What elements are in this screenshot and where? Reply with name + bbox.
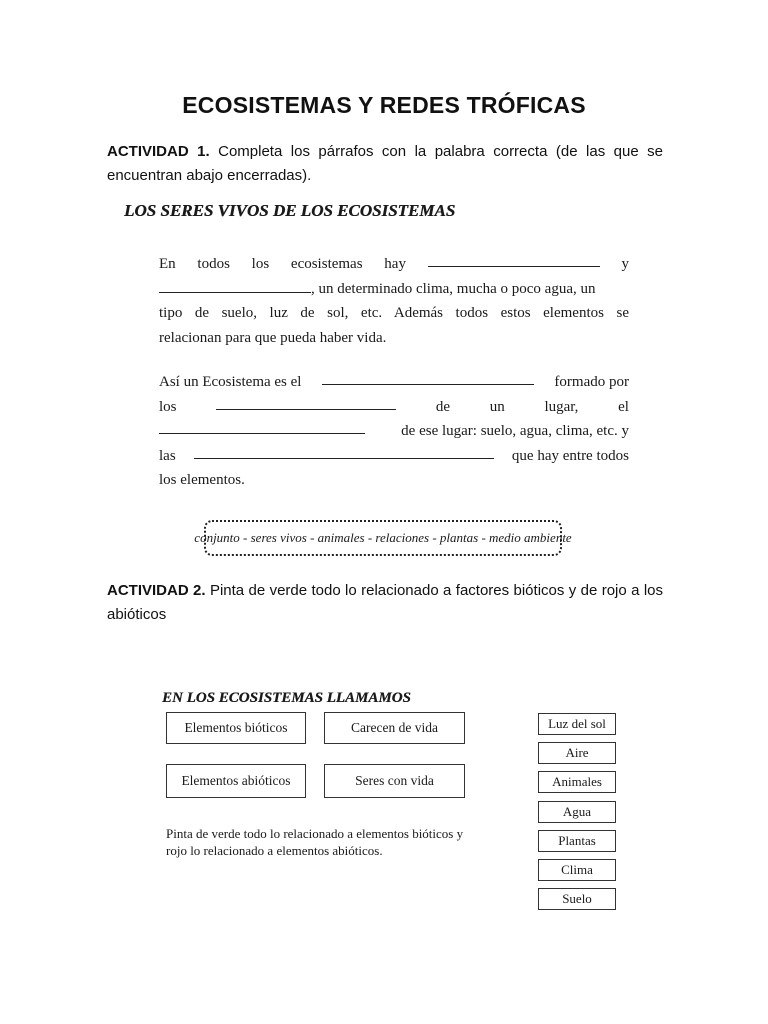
activity-2-instructions xyxy=(107,579,663,627)
paragraph-2-line-2 xyxy=(159,395,629,420)
element-item-suelo[interactable]: Suelo xyxy=(538,888,616,910)
section-1-title: LOS SERES VIVOS DE LOS ECOSISTEMAS xyxy=(124,201,456,220)
category-box-seres-con-vida[interactable]: Seres con vida xyxy=(324,764,465,798)
activity-1-label: ACTIVIDAD 1. xyxy=(107,143,210,160)
fill-blank-5[interactable] xyxy=(159,419,365,434)
word: todos xyxy=(197,256,230,272)
word: lugar, xyxy=(544,398,579,415)
section-2-instruction: Pinta de verde todo lo relacionado a elementos bióticos y rojo lo relacionado a elementos abióticos. xyxy=(166,826,464,858)
word: los xyxy=(159,398,177,415)
activity-1-instructions xyxy=(107,140,663,188)
section-2-title: EN LOS ECOSISTEMAS LLAMAMOS xyxy=(162,690,411,706)
paragraph-1-line-4: relacionan para que pueda haber vida. xyxy=(159,329,387,346)
word: un xyxy=(489,398,505,415)
line-text: formado por xyxy=(554,374,629,390)
fill-blank-6[interactable] xyxy=(194,444,494,459)
paragraph-1-line-1 xyxy=(159,252,629,277)
line-text: , un determinado clima, mucha o poco agua, un xyxy=(311,280,596,297)
word: ecosistemas xyxy=(290,256,363,272)
element-item-plantas[interactable]: Plantas xyxy=(538,830,616,852)
paragraph-1-line-3 xyxy=(159,301,629,326)
activity-2-text: Pinta de verde todo lo relacionado a factores bióticos y de rojo a los abióticos xyxy=(107,582,663,623)
word: las xyxy=(159,447,176,464)
paragraph-1 xyxy=(159,252,629,350)
word-bank: conjunto - seres vivos - animales - relaciones - plantas - medio ambiente xyxy=(204,520,562,556)
element-item-animales[interactable]: Animales xyxy=(538,771,616,793)
paragraph-2-line-3 xyxy=(159,419,629,444)
paragraph-2-line-5: los elementos. xyxy=(159,472,245,488)
fill-blank-3[interactable] xyxy=(322,370,534,385)
page-title: ECOSISTEMAS Y REDES TRÓFICAS xyxy=(182,92,586,118)
line-text: que hay entre todos xyxy=(511,447,629,464)
word: los xyxy=(251,256,270,272)
paragraph-2 xyxy=(159,370,629,493)
element-item-aire[interactable]: Aire xyxy=(538,742,616,764)
line-text: Así un Ecosistema es el xyxy=(159,374,302,390)
line-text: de ese lugar: suelo, agua, clima, etc. y xyxy=(401,423,629,439)
word: hay xyxy=(384,256,406,272)
word: de xyxy=(435,398,451,415)
activity-2-label: ACTIVIDAD 2. xyxy=(107,582,206,599)
category-box-carecen-de-vida[interactable]: Carecen de vida xyxy=(324,712,465,744)
word: el xyxy=(618,398,629,415)
word: En xyxy=(159,256,176,272)
paragraph-2-line-1 xyxy=(159,370,629,395)
element-item-agua[interactable]: Agua xyxy=(538,801,616,823)
element-item-clima[interactable]: Clima xyxy=(538,859,616,881)
fill-blank-2[interactable] xyxy=(159,278,311,293)
category-box-abioticos[interactable]: Elementos abióticos xyxy=(166,764,306,798)
paragraph-1-line-2 xyxy=(159,277,629,302)
fill-blank-4[interactable] xyxy=(216,395,396,410)
activity-1-text: Completa los párrafos con la palabra correcta (de las que se encuentran abajo encerradas). xyxy=(107,143,663,184)
word: y xyxy=(621,256,629,272)
category-box-bioticos[interactable]: Elementos bióticos xyxy=(166,712,306,744)
line-text: tipo de suelo, luz de sol, etc. Además todos estos elementos se xyxy=(159,305,629,321)
paragraph-2-line-4 xyxy=(159,444,629,469)
element-item-luz-del-sol[interactable]: Luz del sol xyxy=(538,713,616,735)
element-list xyxy=(538,713,616,917)
fill-blank-1[interactable] xyxy=(428,252,600,267)
